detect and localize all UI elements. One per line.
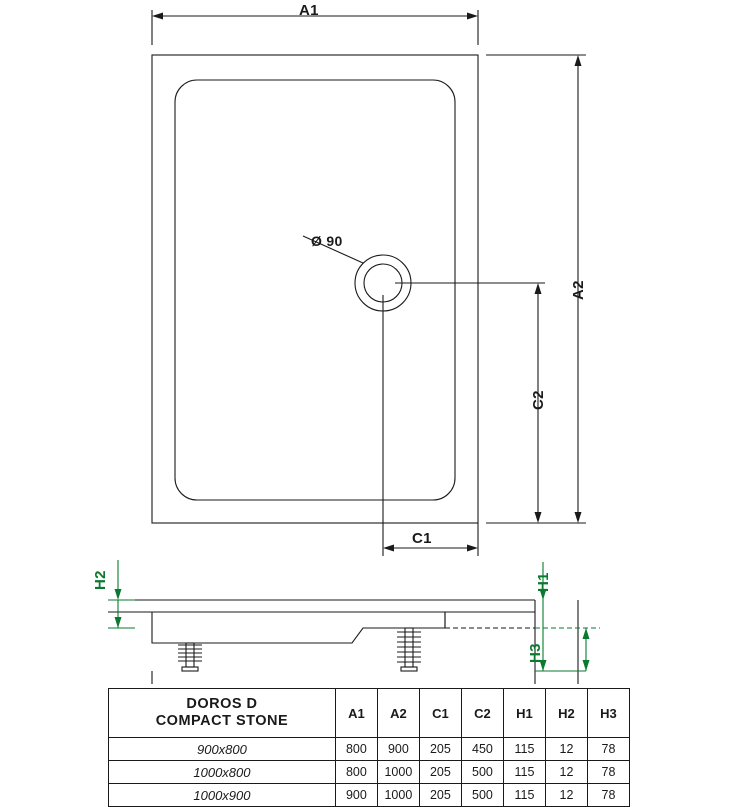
row-value-a1: 900 xyxy=(335,784,377,807)
header-a2: A2 xyxy=(377,689,419,738)
label-drain-diameter: Ø 90 xyxy=(311,233,343,249)
header-a1: A1 xyxy=(335,689,377,738)
header-h2: H2 xyxy=(545,689,587,738)
table-row xyxy=(109,784,630,807)
row-value-h2: 12 xyxy=(545,784,587,807)
label-h1: H1 xyxy=(535,572,552,592)
row-value-h1: 115 xyxy=(503,761,545,784)
product-name-line2: COMPACT STONE xyxy=(155,713,289,729)
row-value-c1: 205 xyxy=(419,761,461,784)
spec-table xyxy=(108,688,630,807)
row-size: 1000x800 xyxy=(109,761,336,784)
label-h3: H3 xyxy=(527,643,544,663)
row-value-a2: 1000 xyxy=(377,784,419,807)
row-value-h1: 115 xyxy=(503,784,545,807)
row-value-h3: 78 xyxy=(587,761,629,784)
header-h1: H1 xyxy=(503,689,545,738)
row-size: 900x800 xyxy=(109,738,336,761)
row-value-c2: 500 xyxy=(461,784,503,807)
side-leg-left xyxy=(178,643,202,671)
tray-basin xyxy=(175,80,455,500)
label-c1: C1 xyxy=(412,530,432,547)
row-value-a1: 800 xyxy=(335,738,377,761)
row-value-a2: 1000 xyxy=(377,761,419,784)
label-a1: A1 xyxy=(299,2,319,19)
row-value-c2: 500 xyxy=(461,761,503,784)
product-name-line1: DOROS D xyxy=(186,696,258,712)
row-value-c1: 205 xyxy=(419,738,461,761)
row-value-h3: 78 xyxy=(587,784,629,807)
row-value-a2: 900 xyxy=(377,738,419,761)
row-size: 1000x900 xyxy=(109,784,336,807)
tray-outline xyxy=(152,55,478,523)
table-row xyxy=(109,761,630,784)
row-value-a1: 800 xyxy=(335,761,377,784)
row-value-c2: 450 xyxy=(461,738,503,761)
header-c1: C1 xyxy=(419,689,461,738)
side-tray-body xyxy=(152,612,445,643)
label-c2: C2 xyxy=(530,390,547,410)
header-h3: H3 xyxy=(587,689,629,738)
row-value-h2: 12 xyxy=(545,761,587,784)
table-header-row xyxy=(109,689,630,738)
product-name-cell xyxy=(109,689,336,738)
label-a2: A2 xyxy=(570,280,587,300)
row-value-h1: 115 xyxy=(503,738,545,761)
label-h2: H2 xyxy=(92,570,109,590)
header-c2: C2 xyxy=(461,689,503,738)
row-value-h3: 78 xyxy=(587,738,629,761)
row-value-c1: 205 xyxy=(419,784,461,807)
row-value-h2: 12 xyxy=(545,738,587,761)
side-leg-right xyxy=(397,628,421,671)
table-row xyxy=(109,738,630,761)
